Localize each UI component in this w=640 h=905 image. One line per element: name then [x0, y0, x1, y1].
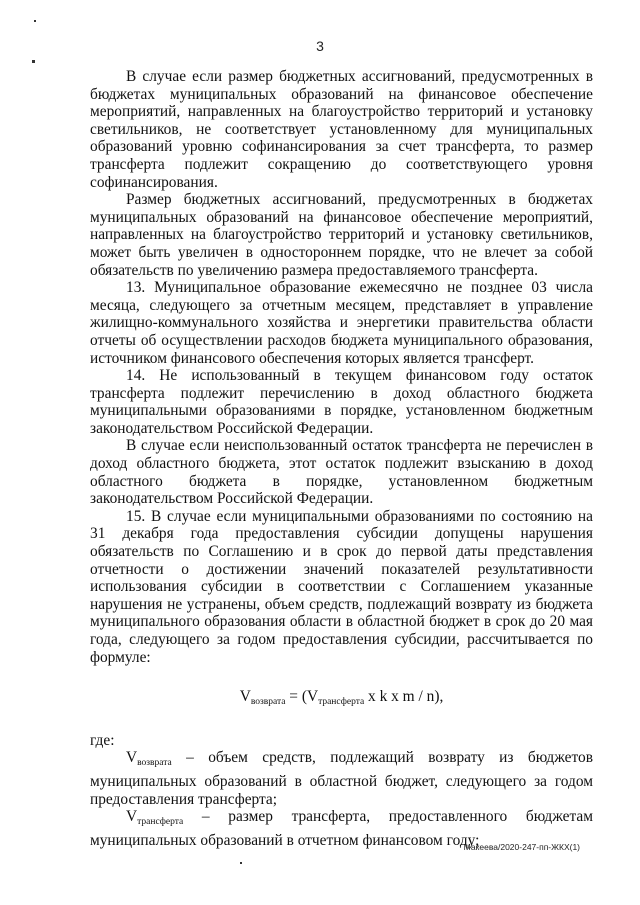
paragraph: Размер бюджетных ассигнований, предусмотренных в бюджетах муниципальных образований на финансовое обеспечение мероприятий, направленных на благоустройство территорий и установку светильников, может быть увеличен в одностороннем порядке, что не влечет за собой обязательств по увеличению размера предоставляемого трансферта.: [90, 191, 593, 279]
paragraph-item-13: 13. Муниципальное образование ежемесячно не позднее 03 числа месяца, следующего за отчетным месяцем, представляет в управление жилищно-коммунального хозяйства и энергетики правительства области отчеты об осуществлении расходов бюджета муниципального образования, источником финансового обеспечения которых является трансферт.: [90, 279, 593, 367]
return-formula: [90, 688, 593, 712]
where-label: где:: [90, 731, 115, 749]
definition-symbol: V: [126, 749, 138, 767]
document-body: [90, 68, 593, 849]
scan-speck: [34, 20, 36, 22]
paragraph: В случае если неиспользованный остаток трансферта не перечислен в доход областного бюджета, этот остаток подлежит взысканию в доход областного бюджета в порядке, установленном бюджетным законодательством Российской Федерации.: [90, 437, 593, 508]
scan-speck: [240, 862, 242, 864]
paragraph-item-14: 14. Не использованный в текущем финансовом году остаток трансферта подлежит перечислению в доход областного бюджета муниципальными образованиями в порядке, установленном бюджетным законодательством Российской Федерации.: [90, 367, 593, 437]
footer-document-code: Макеева/2020-247-пп-ЖКХ(1): [463, 842, 580, 852]
definition-text: – размер трансферта, предоставленного бюджетам муниципальных образований в отчетном финансовом году;: [90, 808, 593, 849]
definition-symbol: V: [126, 808, 138, 826]
formula-subscript: возврата: [250, 697, 286, 708]
definition-text: – объем средств, подлежащий возврату из бюджетов муниципальных образований в областной бюджет, следующего за годом предоставления трансферта;: [90, 749, 593, 808]
paragraph-item-15: 15. В случае если муниципальными образованиями по состоянию на 31 декабря года предоставления субсидии допущены нарушения обязательств по Соглашению и в срок до первой даты представления отчетности о достижении значений показателей результативности использования субсидии в соответствии с Соглашением указанные нарушения не устранены, объем средств, подлежащий возврату из бюджета муниципального образования области в областной бюджет в срок до 20 мая года, следующего за годом предоставления субсидии, рассчитывается по формуле:: [90, 507, 593, 666]
formula-equals: = (V: [285, 688, 319, 706]
definition-v-vozvrata: [90, 749, 593, 808]
page-number: 3: [316, 38, 324, 54]
formula-symbol: V: [239, 688, 251, 706]
scan-speck: [32, 60, 35, 63]
definition-subscript: возврата: [137, 758, 172, 769]
definition-subscript: трансферта: [137, 817, 184, 828]
formula-subscript: трансферта: [318, 697, 365, 708]
paragraph: В случае если размер бюджетных ассигнований, предусмотренных в бюджетах муниципальных образований на финансовое обеспечение мероприятий, направленных на благоустройство территорий и установку светильников, не соответствует установленному для муниципальных образований уровню софинансирования за счет трансферта, то размер трансферта подлежит сокращению до соответствующего уровня софинансирования.: [90, 68, 593, 191]
formula-rest: x k x m / n),: [364, 688, 444, 706]
